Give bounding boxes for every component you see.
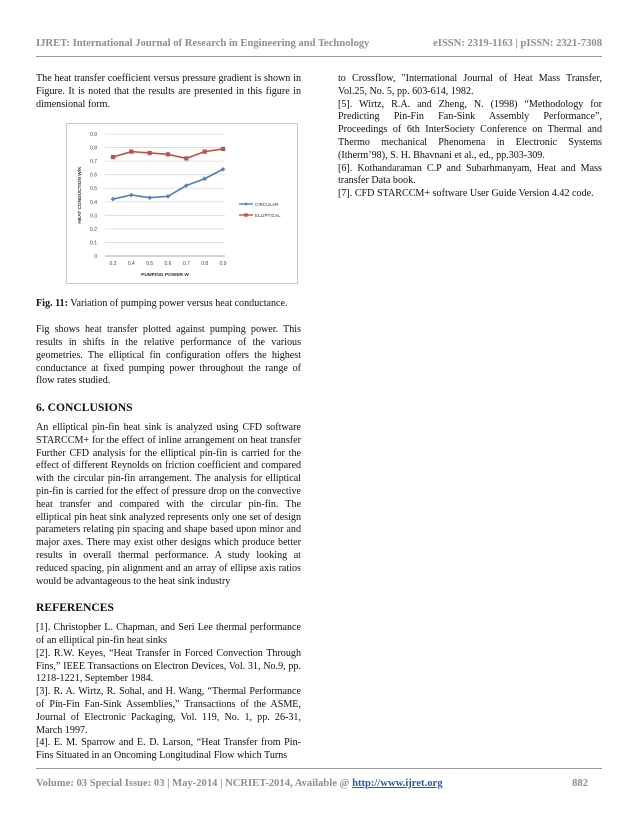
data-point-elliptical	[166, 153, 170, 157]
fig-paragraph: Fig shows heat transfer plotted against pumping power. This results in shifts in the relative performance of the various geometries. The elliptical fin configuration offers the highest conductance at fixed pumping power throughout the range of flow rates studied.	[36, 324, 301, 387]
right-column	[338, 73, 602, 201]
y-tick-label: 0.2	[90, 227, 97, 234]
legend-marker	[244, 203, 248, 207]
data-point-elliptical	[203, 150, 207, 154]
data-point-elliptical	[148, 151, 152, 155]
reference-item: [1]. Christopher L. Chapman, and Seri Lee thermal performance of an elliptical pin-fin heat sinks	[36, 622, 301, 646]
figure-caption	[36, 298, 301, 311]
reference-item: [4]. E. M. Sparrow and E. D. Larson, “Heat Transfer from Pin-Fins Situated in an Oncoming Longitudinal Flow which Turns	[36, 737, 301, 762]
y-tick-label: 0.3	[90, 213, 97, 220]
y-tick-label: 0.7	[90, 159, 97, 166]
intro-paragraph: The heat transfer coefficient versus pressure gradient is shown in Figure. It is noted that the results are presented in this figure in dimensional form.	[36, 73, 301, 110]
y-tick-label: 0.8	[90, 145, 97, 152]
references-heading: REFERENCES	[36, 601, 114, 615]
reference-item: to Crossflow, "International Journal of Heat Mass Transfer, Vol.25, No. 5, pp. 603-614, 1982.	[338, 73, 602, 97]
reference-item: [7]. CFD STARCCM+ software User Guide Version 4.42 code.	[338, 188, 594, 200]
legend-label: CIRCULAR	[255, 202, 279, 208]
x-tick-label: 0.3	[109, 261, 117, 268]
x-axis-label: PUMPING POWER W	[141, 273, 189, 279]
journal-link[interactable]: http://www.ijret.org	[352, 778, 443, 789]
data-point-elliptical	[129, 150, 133, 154]
x-tick-label: 0.9	[219, 261, 227, 268]
data-point-circular	[129, 193, 134, 198]
y-tick-label: 0.5	[90, 186, 97, 193]
data-point-circular	[111, 197, 116, 202]
heat-conduction-chart	[66, 123, 298, 284]
issn-text: eISSN: 2319-1163 | pISSN: 2321-7308	[433, 38, 602, 49]
figure-caption-label: Fig. 11:	[36, 298, 68, 310]
conclusions-paragraph: An elliptical pin-fin heat sink is analyzed using CFD software STARCCM+ for the effect of inline arrangement on heat transfer Further CFD analysis for the elliptical pin-fin is carried for the effect of different Reynolds on friction coefficient and compared with the circular pin-fin arrangement. The analysis for elliptical pin-fin is carried for the effect of pressure drop on the convective heat transfer and compared with the circular pin-fin. The elliptical pin heat sink analyzed represents only one set of design parameters relating pin spacing and shape based upon minor and major axes. There may exist other designs which produce better results in overall thermal performance. A study looking at reduced spacing, pin alignment and an array of ellipse axis ratios would be advantageous to the heat sink industry	[36, 421, 301, 587]
x-tick-label: 0.8	[201, 261, 209, 268]
y-axis-label: HEAT CONDUCTION W/K	[78, 166, 83, 224]
references-list-left	[36, 622, 301, 763]
page-number: 882	[572, 778, 588, 789]
legend-label: ELLIPTICAL	[255, 213, 281, 219]
figure-caption-text: Variation of pumping power versus heat conductance.	[67, 298, 288, 310]
reference-item: [5]. Wirtz, R.A. and Zheng, N. (1998) “Methodology for Predicting Pin-Fin Fan-Sink Assembly Performance”, Proceedings of 6th InterSociety Conference on Thermal and Thermo mechanical Phenomena in Electronic Systems (Itherm’98), S. H. Bhavnani et al., ed., pp.303-309.	[338, 98, 602, 161]
header-rule	[36, 56, 602, 57]
footer-rule	[36, 768, 602, 769]
conclusions-heading: 6. CONCLUSIONS	[36, 401, 133, 415]
y-tick-label: 0.6	[90, 173, 97, 180]
page-footer	[36, 778, 602, 789]
data-point-elliptical	[184, 157, 188, 161]
footer-volume-text: Volume: 03 Special Issue: 03 | May-2014 | NCRIET-2014, Available @	[36, 778, 353, 789]
y-tick-label: 0.4	[90, 200, 97, 207]
journal-title: IJRET: International Journal of Research in Engineering and Technology	[36, 38, 370, 49]
data-point-elliptical	[221, 147, 225, 151]
y-tick-label: 0.9	[90, 132, 97, 139]
reference-item: [6]. Kothandaraman C.P and Subarhmanyam, Heat and Mass transfer Data book.	[338, 162, 602, 187]
x-tick-label: 0.5	[146, 261, 154, 268]
legend-marker	[244, 214, 247, 217]
chart-svg	[67, 124, 297, 283]
y-tick-label: 0	[94, 254, 97, 261]
data-point-circular	[147, 196, 152, 201]
reference-item: [2]. R.W. Keyes, “Heat Transfer in Forced Convection Through Fins,” IEEE Transactions on Electron Devices, Vol. 31, No.9, pp. 1218-1221, September 1984.	[36, 647, 301, 685]
x-tick-label: 0.6	[164, 261, 172, 268]
reference-item: [3]. R. A. Wirtz, R. Sohal, and H. Wang, “Thermal Performance of Pin-Fin Fan-Sink Assemblies,” Transactions of the ASME, Journal of Electronic Packaging, Vol. 119, No. 1, pp. 26-31, March 1997.	[36, 686, 301, 736]
left-column	[36, 73, 301, 763]
x-tick-label: 0.4	[127, 261, 135, 268]
x-tick-label: 0.7	[182, 261, 190, 268]
y-tick-label: 0.1	[90, 240, 97, 247]
data-point-elliptical	[111, 155, 115, 159]
